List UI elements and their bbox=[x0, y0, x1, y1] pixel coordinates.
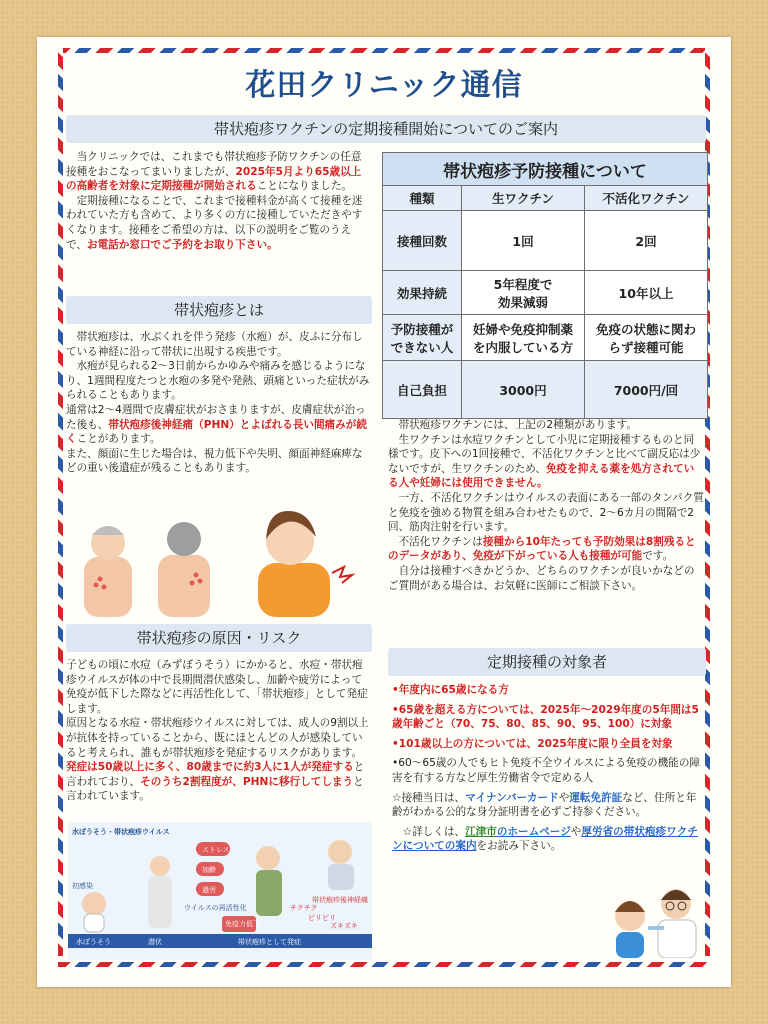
intro-call-to-action: お電話か窓口でご予約をお取り下さい。 bbox=[86, 238, 278, 251]
eligible-item: •60～65歳の人でもヒト免疫不全ウイルスによる免疫の機能の障害を有する方など厚生労働省令で定める人 bbox=[392, 757, 701, 784]
airmail-border-top bbox=[58, 48, 710, 53]
elderly-pain-figure bbox=[328, 840, 352, 864]
table-caption: 帯状疱疹予防接種について bbox=[383, 153, 708, 186]
details-note-or: や bbox=[570, 825, 582, 838]
about-text bbox=[66, 330, 372, 476]
about-p4: また、顔面に生じた場合は、視力低下や失明、顔面神経麻痺などの重い後遺症が残ることもあります。 bbox=[66, 447, 363, 475]
city-homepage-link[interactable]: のホームページ bbox=[496, 825, 571, 838]
diagram-label: ピリピリ bbox=[308, 914, 336, 922]
woman-in-pain-figure bbox=[258, 511, 352, 617]
vaccine-description bbox=[388, 418, 704, 593]
table-header-type: 種類 bbox=[383, 186, 462, 211]
vaccine-desc-highlight: 接種から10年たっても予防効果は8割残るとのデータがあり、免疫が下がっている人も接種が可能 bbox=[388, 535, 696, 563]
elderly-man-back-figure bbox=[158, 522, 210, 617]
elderly-figure bbox=[256, 846, 280, 870]
cause-p3: と言われており、 bbox=[66, 761, 365, 788]
diagram-label: ウイルスの再活性化 bbox=[184, 904, 247, 912]
diagram-label: チクチク bbox=[290, 904, 318, 912]
eligible-item: •101歳以上の方については、2025年度に限り全員を対象 bbox=[392, 737, 673, 750]
about-p1: 帯状疱疹は、水ぶくれを伴う発疹（水疱）が、皮ふに分布している神経に沿って帯状に出現する疾患です。 bbox=[66, 331, 363, 358]
table-header-inactivated: 不活化ワクチン bbox=[585, 186, 708, 211]
table-cell: 2回 bbox=[585, 211, 708, 271]
diagram-label: 潜伏 bbox=[148, 938, 162, 946]
diagram-label: 初感染 bbox=[72, 882, 93, 890]
eligible-list bbox=[392, 683, 704, 859]
section-heading-about: 帯状疱疹とは bbox=[66, 296, 372, 324]
diagram-title: 水ぼうそう・帯状疱疹ウイルス bbox=[72, 828, 170, 836]
table-cell: 妊婦や免疫抑制薬 を内服している方 bbox=[462, 315, 585, 361]
vaccine-desc-p4: 不活化ワクチンは bbox=[398, 535, 483, 548]
table-cell: 10年以上 bbox=[585, 271, 708, 315]
cause-p3-end: と言われています。 bbox=[66, 775, 364, 803]
table-cell: 7000円/回 bbox=[585, 361, 708, 419]
details-note-end: をお読み下さい。 bbox=[476, 840, 562, 853]
cause-phn-highlight: そのうち2割程度が、PHNに移行してしまう bbox=[140, 775, 354, 788]
vaccine-desc-p1: 帯状疱疹ワクチンには、上記の2種類があります。 bbox=[398, 419, 638, 431]
table-cell: 免疫の状態に関わ らず接種可能 bbox=[585, 315, 708, 361]
vaccine-desc-p4-end: です。 bbox=[642, 550, 674, 563]
intro-text bbox=[66, 150, 366, 252]
id-note-end: など、住所と年齢がわかる公的な身分証明書を必ずご持参ください。 bbox=[392, 791, 697, 819]
intro-p1-end: ことになりました。 bbox=[256, 180, 353, 193]
mhlw-guide-link[interactable]: 厚労省の帯状疱疹ワクチンについての案内 bbox=[392, 825, 698, 853]
table-row-label: 効果持続 bbox=[383, 271, 462, 315]
diagram-label: 帯状疱疹として発症 bbox=[238, 938, 301, 946]
gotsu-city-link[interactable]: 江津市 bbox=[465, 825, 497, 838]
drivers-license-text: 運転免許証 bbox=[569, 791, 623, 804]
eligible-item: •65歳を超える方については、2025年～2029年度の5年間は5歳年齢ごと（70、75、80、85、90、95、100）に対象 bbox=[392, 703, 699, 731]
diagram-label: 水ぼうそう bbox=[76, 938, 111, 946]
about-p2: 水疱が見られる2～3日前からかゆみや痛みを感じるようになり、1週間程度たつと水疱の多発や発熱、頭痛といった症状がみられることもあります。 bbox=[66, 360, 370, 402]
section-heading-cause-risk: 帯状疱疹の原因・リスク bbox=[66, 624, 372, 652]
details-note: ☆詳しくは、 bbox=[402, 825, 466, 838]
elderly-man-front-figure bbox=[84, 526, 132, 617]
newsletter-title: 花田クリニック通信 bbox=[245, 68, 523, 103]
eligible-item: •年度内に65歳になる方 bbox=[392, 684, 509, 696]
intro-p2: 定期接種になることで、これまで接種料金が高くて接種を迷われていた方も含めて、より多くの方に接種していただきやすくなります。接種をご希望の方は、以下の説明をご覧のうえで、 bbox=[66, 194, 363, 251]
child-figure bbox=[82, 892, 106, 916]
section-heading-eligible: 定期接種の対象者 bbox=[388, 648, 706, 676]
diagram-label: 過労 bbox=[202, 886, 216, 894]
intro-highlight: 2025年5月より65歳以上の高齢者を対象に定期接種が開始される bbox=[66, 165, 362, 193]
cause-incidence-highlight: 発症は50歳以上に多く、80歳までに約3人に1人が発症する bbox=[66, 761, 354, 774]
table-row-label: 接種回数 bbox=[383, 211, 462, 271]
diagram-label: 免疫力低下 bbox=[225, 920, 260, 928]
diagram-label: 加齢 bbox=[202, 866, 216, 874]
cause-p1: 子どもの頃に水痘（みずぼうそう）にかかると、水痘・帯状疱疹ウイルスが体の中で長期間潜伏感染し、加齢や疲労によって免疫が低下した際などに再活性化して、「帯状疱疹」として発症します。 bbox=[66, 659, 368, 715]
table-row-label: 予防接種が できない人 bbox=[383, 315, 462, 361]
vaccine-comparison-table bbox=[382, 152, 708, 419]
mynumber-card-text: マイナンバーカード bbox=[465, 791, 559, 804]
doctor-child-illustration bbox=[604, 882, 704, 958]
diagram-label: 帯状疱疹後神経痛 bbox=[312, 896, 368, 904]
vaccine-desc-warning: 免疫を抑える薬を処方されている人や妊婦には使用できません。 bbox=[388, 462, 695, 490]
airmail-border-bottom bbox=[58, 962, 710, 967]
table-cell: 5年程度で 効果減弱 bbox=[462, 271, 585, 315]
vaccine-desc-p3: 一方、不活化ワクチンはウイルスの表面にある一部のタンパク質と免疫を強める物質を組み合わせたもので、2～6カ月の間隔で2回、筋肉注射を行います。 bbox=[388, 491, 704, 534]
table-header-live: 生ワクチン bbox=[462, 186, 585, 211]
intro-p1: 当クリニックでは、これまでも帯状疱疹予防ワクチンの任意接種をおこなってまいりましたが、 bbox=[66, 151, 362, 178]
cause-text bbox=[66, 658, 372, 804]
table-row-label: 自己負担 bbox=[383, 361, 462, 419]
vaccine-desc-p2: 生ワクチンは水痘ワクチンとして小児に定期接種するものと同様です。皮下への1回接種で、不活化ワクチンと比べて副反応は少ないですが、生ワクチンのため、 bbox=[388, 433, 701, 475]
about-p3: 通常は2～4週間で皮膚症状がおさまりますが、皮膚症状が治った後も、 bbox=[66, 403, 366, 431]
diagram-label: ストレス bbox=[202, 846, 230, 854]
about-p3-end: ことがあります。 bbox=[76, 433, 161, 446]
section-heading-regular-vaccination: 帯状疱疹ワクチンの定期接種開始についてのご案内 bbox=[66, 115, 706, 143]
id-note-or: や bbox=[558, 791, 570, 804]
cause-p2: 原因となる水痘・帯状疱疹ウイルスに対しては、成人の9割以上が抗体を持っていることから、既にほとんどの人が感染していると考えられ、誰もが帯状疱疹を発症するリスクがあります。 bbox=[66, 717, 369, 759]
table-cell: 1回 bbox=[462, 211, 585, 271]
adult-figure bbox=[150, 856, 170, 876]
diagram-label: ズキズキ bbox=[330, 922, 358, 930]
airmail-border-left bbox=[58, 48, 63, 956]
table-cell: 3000円 bbox=[462, 361, 585, 419]
vaccine-desc-p5: 自分は接種すべきかどうか、どちらのワクチンが良いかなどのご質問がある場合は、お気軽に医師にご相談下さい。 bbox=[388, 564, 695, 592]
shingles-patients-illustration bbox=[70, 505, 370, 617]
about-phn-highlight: 帯状疱疹後神経痛（PHN）とよばれる長い間痛みが続く bbox=[66, 418, 367, 446]
virus-lifecycle-diagram bbox=[68, 822, 372, 960]
id-note: ☆接種当日は、 bbox=[392, 791, 466, 804]
